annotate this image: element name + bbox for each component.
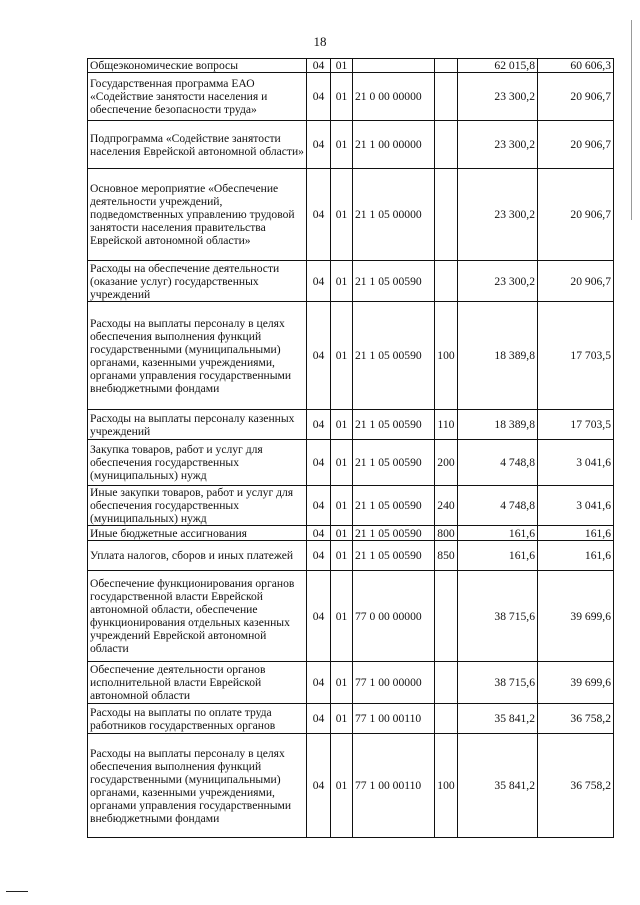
amount-year-2: 20 906,7 — [538, 261, 614, 302]
amount-year-2: 39 699,6 — [538, 662, 614, 704]
row-name: Обеспечение функционирования органов государственной власти Еврейской автономной области, обеспечение функционирования отдельных казенных учреждений Еврейской автономной области — [88, 571, 307, 662]
amount-year-1: 4 748,8 — [458, 440, 538, 486]
subsection-code: 01 — [331, 169, 353, 261]
section-code: 04 — [307, 440, 331, 486]
target-article-code: 21 1 05 00000 — [353, 169, 435, 261]
section-code: 04 — [307, 302, 331, 410]
target-article-code — [353, 59, 435, 73]
page-number: 18 — [313, 34, 327, 49]
section-code: 04 — [307, 486, 331, 526]
expense-type-code — [435, 59, 458, 73]
target-article-code: 21 1 05 00590 — [353, 261, 435, 302]
table-row — [88, 302, 614, 410]
amount-year-2: 36 758,2 — [538, 704, 614, 734]
target-article-code: 77 1 00 00110 — [353, 734, 435, 838]
target-article-code: 77 0 00 00000 — [353, 571, 435, 662]
target-article-code: 21 1 05 00590 — [353, 440, 435, 486]
section-code: 04 — [307, 59, 331, 73]
table-row — [88, 121, 614, 169]
table-row — [88, 440, 614, 486]
expense-type-code — [435, 704, 458, 734]
section-code: 04 — [307, 704, 331, 734]
subsection-code: 01 — [331, 440, 353, 486]
subsection-code: 01 — [331, 571, 353, 662]
table-row — [88, 59, 614, 73]
section-code: 04 — [307, 571, 331, 662]
subsection-code: 01 — [331, 541, 353, 571]
table-row — [88, 662, 614, 704]
table-row — [88, 734, 614, 838]
table-row — [88, 704, 614, 734]
table-row — [88, 169, 614, 261]
table-row — [88, 526, 614, 541]
amount-year-1: 23 300,2 — [458, 121, 538, 169]
row-name: Иные бюджетные ассигнования — [88, 526, 307, 541]
row-name: Подпрограмма «Содействие занятости населения Еврейской автономной области» — [88, 121, 307, 169]
section-code: 04 — [307, 541, 331, 571]
expense-type-code — [435, 121, 458, 169]
row-name: Расходы на выплаты персоналу в целях обеспечения выполнения функций государственными (муниципальными) органами, казенными учреждениями, органами управления государственными внебюджетными фондами — [88, 302, 307, 410]
amount-year-1: 35 841,2 — [458, 734, 538, 838]
expense-type-code: 200 — [435, 440, 458, 486]
amount-year-1: 62 015,8 — [458, 59, 538, 73]
target-article-code: 21 1 05 00590 — [353, 410, 435, 440]
expense-type-code: 110 — [435, 410, 458, 440]
amount-year-2: 161,6 — [538, 541, 614, 571]
amount-year-1: 38 715,6 — [458, 662, 538, 704]
section-code: 04 — [307, 410, 331, 440]
target-article-code: 77 1 00 00110 — [353, 704, 435, 734]
table-row — [88, 73, 614, 121]
amount-year-2: 60 606,3 — [538, 59, 614, 73]
margin-mark — [6, 891, 28, 892]
row-name: Общеэкономические вопросы — [88, 59, 307, 73]
table-row — [88, 486, 614, 526]
row-name: Обеспечение деятельности органов исполнительной власти Еврейской автономной области — [88, 662, 307, 704]
table-row — [88, 541, 614, 571]
amount-year-1: 23 300,2 — [458, 169, 538, 261]
amount-year-2: 20 906,7 — [538, 73, 614, 121]
budget-table — [87, 58, 614, 838]
row-name: Расходы на обеспечение деятельности (оказание услуг) государственных учреждений — [88, 261, 307, 302]
amount-year-2: 20 906,7 — [538, 169, 614, 261]
amount-year-1: 23 300,2 — [458, 261, 538, 302]
expense-type-code — [435, 73, 458, 121]
row-name: Уплата налогов, сборов и иных платежей — [88, 541, 307, 571]
section-code: 04 — [307, 73, 331, 121]
amount-year-1: 161,6 — [458, 541, 538, 571]
expense-type-code — [435, 662, 458, 704]
amount-year-2: 17 703,5 — [538, 410, 614, 440]
amount-year-1: 18 389,8 — [458, 410, 538, 440]
section-code: 04 — [307, 169, 331, 261]
row-name: Расходы на выплаты персоналу в целях обеспечения выполнения функций государственными (муниципальными) органами, казенными учреждениями, органами управления государственными внебюджетными фондами — [88, 734, 307, 838]
subsection-code: 01 — [331, 59, 353, 73]
expense-type-code: 100 — [435, 734, 458, 838]
section-code: 04 — [307, 662, 331, 704]
expense-type-code: 100 — [435, 302, 458, 410]
row-name: Государственная программа ЕАО «Содействие занятости населения и обеспечение безопасности труда» — [88, 73, 307, 121]
amount-year-2: 161,6 — [538, 526, 614, 541]
expense-type-code: 850 — [435, 541, 458, 571]
target-article-code: 21 0 00 00000 — [353, 73, 435, 121]
amount-year-1: 161,6 — [458, 526, 538, 541]
row-name: Расходы на выплаты по оплате труда работников государственных органов — [88, 704, 307, 734]
target-article-code: 21 1 05 00590 — [353, 541, 435, 571]
row-name: Закупка товаров, работ и услуг для обеспечения государственных (муниципальных) нужд — [88, 440, 307, 486]
amount-year-2: 3 041,6 — [538, 440, 614, 486]
table-row — [88, 571, 614, 662]
subsection-code: 01 — [331, 73, 353, 121]
amount-year-2: 36 758,2 — [538, 734, 614, 838]
target-article-code: 77 1 00 00000 — [353, 662, 435, 704]
page-edge-line — [631, 20, 632, 220]
expense-type-code — [435, 169, 458, 261]
target-article-code: 21 1 00 00000 — [353, 121, 435, 169]
target-article-code: 21 1 05 00590 — [353, 302, 435, 410]
row-name: Расходы на выплаты персоналу казенных учреждений — [88, 410, 307, 440]
section-code: 04 — [307, 526, 331, 541]
amount-year-1: 38 715,6 — [458, 571, 538, 662]
subsection-code: 01 — [331, 526, 353, 541]
section-code: 04 — [307, 734, 331, 838]
subsection-code: 01 — [331, 121, 353, 169]
section-code: 04 — [307, 261, 331, 302]
amount-year-2: 3 041,6 — [538, 486, 614, 526]
expense-type-code — [435, 571, 458, 662]
section-code: 04 — [307, 121, 331, 169]
subsection-code: 01 — [331, 662, 353, 704]
amount-year-2: 17 703,5 — [538, 302, 614, 410]
row-name: Иные закупки товаров, работ и услуг для обеспечения государственных (муниципальных) нужд — [88, 486, 307, 526]
subsection-code: 01 — [331, 734, 353, 838]
subsection-code: 01 — [331, 302, 353, 410]
subsection-code: 01 — [331, 704, 353, 734]
subsection-code: 01 — [331, 261, 353, 302]
amount-year-2: 39 699,6 — [538, 571, 614, 662]
expense-type-code: 240 — [435, 486, 458, 526]
amount-year-1: 23 300,2 — [458, 73, 538, 121]
target-article-code: 21 1 05 00590 — [353, 486, 435, 526]
subsection-code: 01 — [331, 410, 353, 440]
subsection-code: 01 — [331, 486, 353, 526]
amount-year-1: 18 389,8 — [458, 302, 538, 410]
amount-year-1: 35 841,2 — [458, 704, 538, 734]
amount-year-1: 4 748,8 — [458, 486, 538, 526]
expense-type-code — [435, 261, 458, 302]
expense-type-code: 800 — [435, 526, 458, 541]
target-article-code: 21 1 05 00590 — [353, 526, 435, 541]
amount-year-2: 20 906,7 — [538, 121, 614, 169]
table-row — [88, 410, 614, 440]
table-row — [88, 261, 614, 302]
row-name: Основное мероприятие «Обеспечение деятельности учреждений, подведомственных управлению трудовой занятости населения правительства Еврейской автономной области» — [88, 169, 307, 261]
